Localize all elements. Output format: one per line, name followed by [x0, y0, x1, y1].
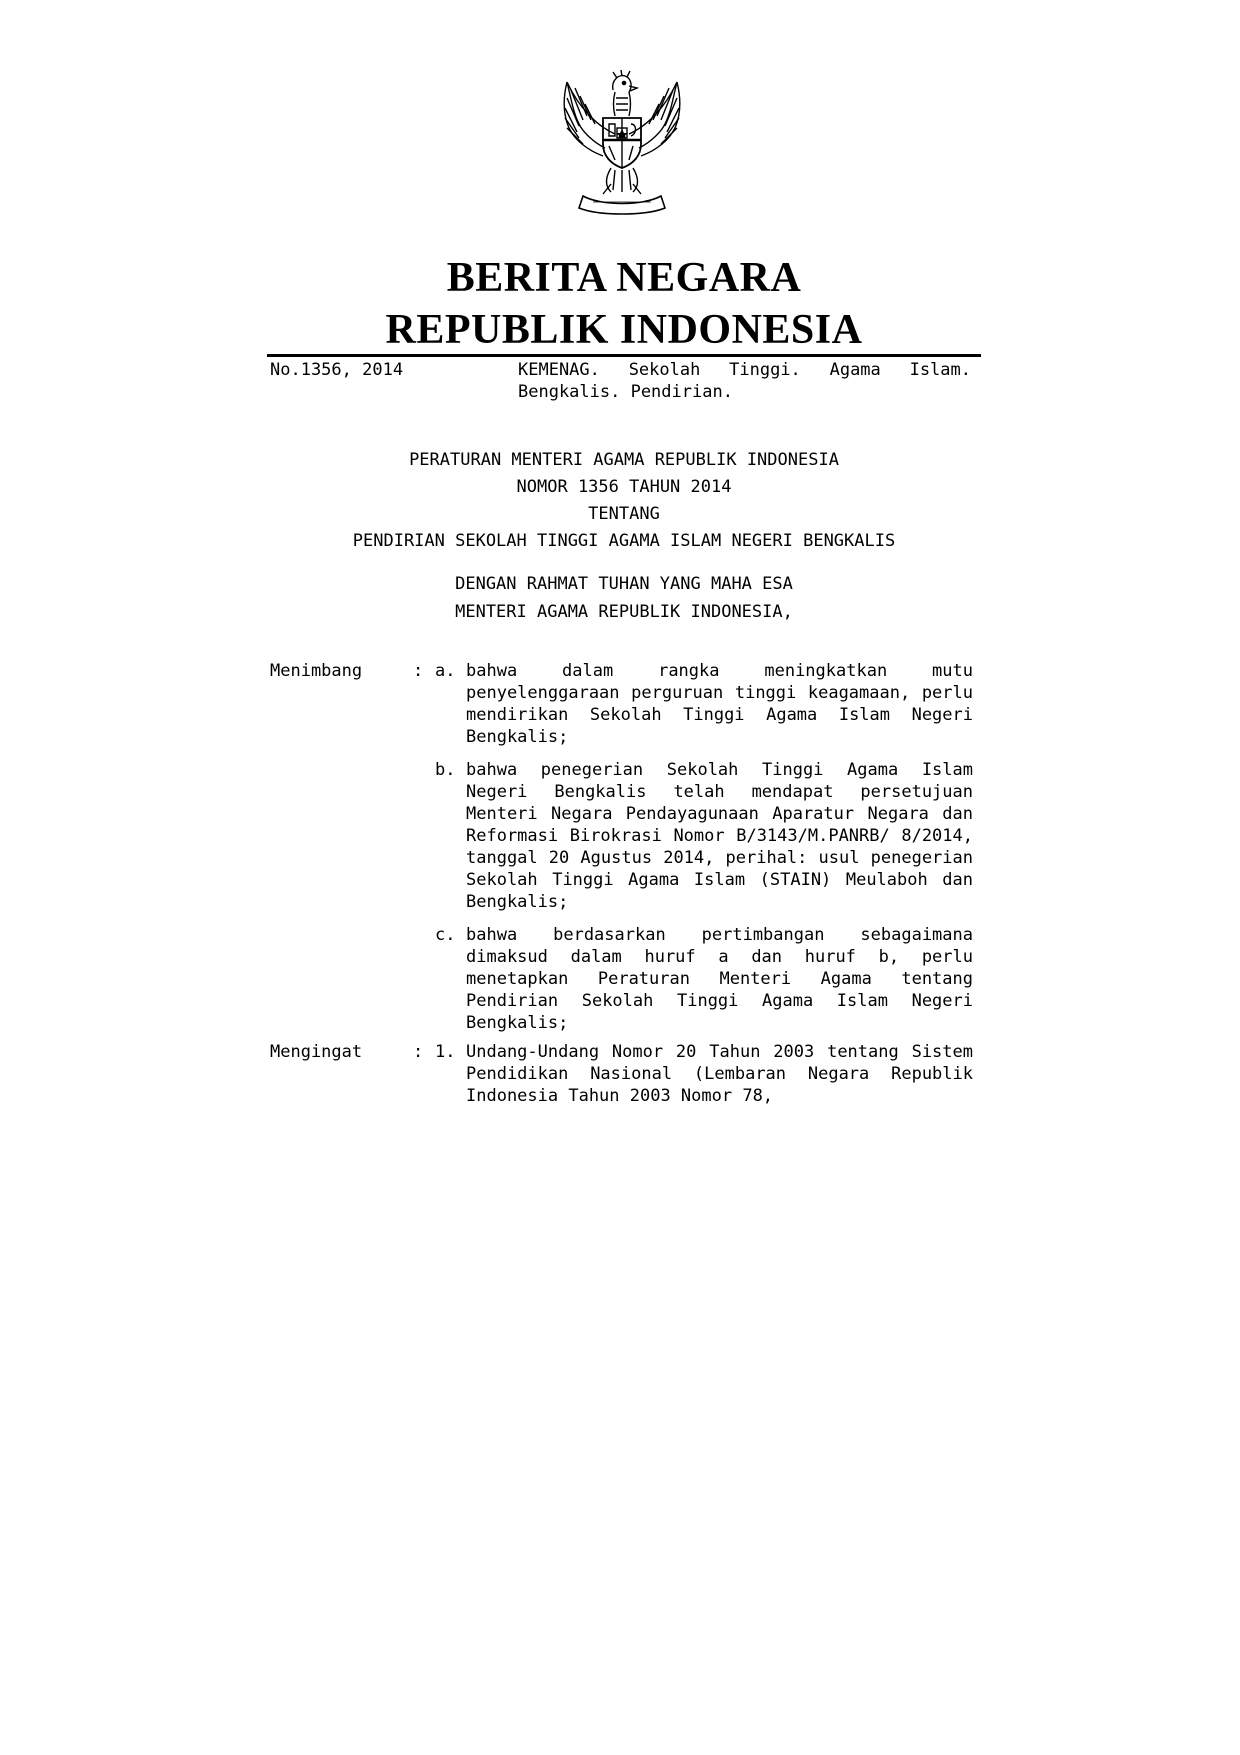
gazette-number: No.1356, 2014: [270, 360, 404, 380]
mengingat-section: [270, 1041, 973, 1118]
item-text: bahwa berdasarkan pertimbangan sebagaimana dimaksud dalam huruf a dan huruf b, perlu menetapkan Peraturan Menteri Agama tentang Pendirian Sekolah Tinggi Agama Islam Negeri Bengkalis;: [466, 925, 973, 1033]
garuda-emblem-icon: [553, 68, 691, 218]
regulation-title-line-1: PERATURAN MENTERI AGAMA REPUBLIK INDONESIA: [409, 450, 839, 470]
item-marker: c.: [435, 925, 456, 945]
item-marker: 1.: [435, 1042, 456, 1062]
item-text: bahwa penegerian Sekolah Tinggi Agama Islam Negeri Bengkalis telah mendapat persetujuan Menteri Negara Pendayagunaan Aparatur Negara dan Reformasi Birokrasi Nomor B/3143/M.PANRB/ 8/2014, tanggal 20 Agustus 2014, perihal: usul penegerian Sekolah Tinggi Agama Islam (STAIN) Meulaboh dan Bengkalis;: [466, 760, 973, 912]
preamble-line-1: DENGAN RAHMAT TUHAN YANG MAHA ESA: [455, 574, 793, 594]
item-marker: a.: [435, 661, 456, 681]
gazette-subject: KEMENAG. Sekolah Tinggi. Agama Islam. Bengkalis. Pendirian.: [518, 360, 971, 402]
list-item: [270, 759, 973, 913]
section-colon: :: [413, 1042, 424, 1062]
list-item: [270, 924, 973, 1034]
item-marker: b.: [435, 760, 456, 780]
regulation-title-line-4: PENDIRIAN SEKOLAH TINGGI AGAMA ISLAM NEGERI BENGKALIS: [352, 531, 896, 551]
masthead-title: BERITA NEGARA: [446, 255, 802, 301]
item-text: bahwa dalam rangka meningkatkan mutu penyelenggaraan perguruan tinggi keagamaan, perlu mendirikan Sekolah Tinggi Agama Islam Negeri Bengkalis;: [466, 661, 973, 747]
list-item: [270, 1041, 973, 1107]
section-colon: :: [413, 661, 424, 681]
preamble-line-2: MENTERI AGAMA REPUBLIK INDONESIA,: [455, 602, 793, 622]
regulation-title-line-3: TENTANG: [588, 504, 660, 524]
section-label: Mengingat: [270, 1042, 363, 1062]
list-item: [270, 660, 973, 748]
regulation-title-line-2: NOMOR 1356 TAHUN 2014: [516, 477, 732, 497]
menimbang-section: [270, 660, 973, 1045]
item-text: Undang-Undang Nomor 20 Tahun 2003 tentang Sistem Pendidikan Nasional (Lembaran Negara Republik Indonesia Tahun 2003 Nomor 78,: [466, 1042, 973, 1106]
masthead-divider: [267, 354, 981, 357]
masthead-subtitle: REPUBLIK INDONESIA: [385, 307, 863, 353]
section-label: Menimbang: [270, 661, 363, 681]
